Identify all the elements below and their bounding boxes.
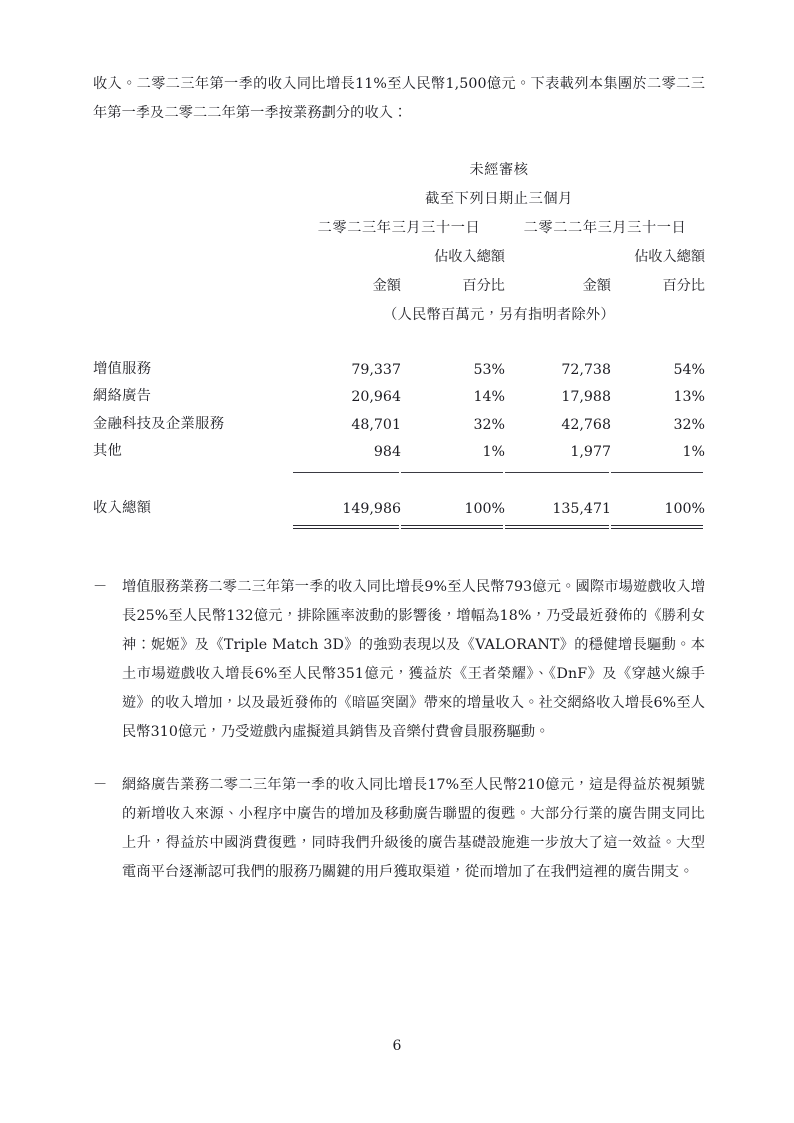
total-amount-2022: 135,471 xyxy=(552,500,611,517)
header-amount-2023: 金額 xyxy=(372,278,401,294)
spacer-cell xyxy=(93,266,293,295)
cell-percent-2022: 13% xyxy=(673,389,706,405)
intro-paragraph: 收入。二零二三年第一季的收入同比增長11%至人民幣1,500億元。下表載列本集團於二零二三年第一季及二零二二年第一季按業務劃分的收入： xyxy=(93,76,705,121)
cell-amount-2022: 17,988 xyxy=(561,389,611,405)
table-unit-note-row xyxy=(93,295,705,324)
table-row xyxy=(93,378,705,406)
table-total-row xyxy=(93,489,705,517)
rule-amount-2022 xyxy=(505,460,611,473)
header-percent-2022: 百分比 xyxy=(662,278,706,294)
cell-amount-2022: 42,768 xyxy=(561,416,611,433)
cell-amount-2023: 48,701 xyxy=(351,416,401,433)
header-percent-2023: 百分比 xyxy=(462,278,505,294)
table-header-unaudited-row xyxy=(93,150,705,179)
spacer-cell xyxy=(93,179,293,208)
double-rule-percent-2022 xyxy=(611,517,705,529)
table-row xyxy=(93,350,705,378)
revenue-by-segment-table xyxy=(93,150,705,529)
double-rule-percent-2023 xyxy=(401,517,505,529)
row-label: 網絡廣告 xyxy=(93,388,152,404)
header-pct-of-total-2022: 佔收入總額 xyxy=(634,249,706,265)
page-content xyxy=(93,70,705,911)
row-label: 金融科技及企業服務 xyxy=(93,415,225,432)
header-body-spacer xyxy=(93,324,705,350)
spacer-cell xyxy=(93,295,293,324)
total-percent-2022: 100% xyxy=(664,500,706,517)
cell-percent-2022: 32% xyxy=(673,416,706,433)
header-pct-of-total-2023: 佔收入總額 xyxy=(434,249,505,265)
rule-total-gap xyxy=(93,473,705,489)
table-row xyxy=(93,405,705,433)
spacer-cell xyxy=(93,150,293,179)
cell-percent-2022: 1% xyxy=(682,444,706,460)
revenue-table-container xyxy=(93,150,705,529)
spacer-cell xyxy=(93,208,293,237)
bullet-item-online-ads xyxy=(93,771,705,887)
bullet-item-vas xyxy=(93,573,705,747)
double-rule-amount-2022 xyxy=(505,517,611,529)
bullet-dash-icon: － xyxy=(93,578,108,595)
rule-percent-2023 xyxy=(401,460,505,473)
cell-amount-2022: 72,738 xyxy=(561,361,611,378)
table-header-pct-of-total-row xyxy=(93,237,705,266)
header-date-2023: 二零二三年三月三十一日 xyxy=(317,220,481,236)
header-amount-2022: 金額 xyxy=(582,278,611,294)
header-unaudited: 未經審核 xyxy=(469,162,529,178)
rule-amount-2023 xyxy=(293,460,401,473)
cell-percent-2022: 54% xyxy=(673,361,706,378)
cell-percent-2023: 32% xyxy=(473,416,505,433)
cell-percent-2023: 53% xyxy=(473,361,505,378)
header-date-2022: 二零二二年三月三十一日 xyxy=(523,220,687,236)
cell-amount-2023: 984 xyxy=(373,444,401,460)
spacer-cell xyxy=(93,473,705,489)
total-label: 收入總額 xyxy=(93,499,152,516)
spacer-cell xyxy=(93,517,293,529)
spacer-cell xyxy=(505,237,611,266)
page-number: 6 xyxy=(392,1038,402,1054)
table-row xyxy=(93,433,705,461)
row-label: 其他 xyxy=(93,443,123,459)
row-label: 增值服務 xyxy=(93,360,152,377)
rule-percent-2022 xyxy=(611,460,705,473)
cell-amount-2023: 79,337 xyxy=(351,361,401,378)
table-header-columns-row xyxy=(93,266,705,295)
spacer-cell xyxy=(93,460,293,473)
bullet-text: 網絡廣告業務二零二三年第一季的收入同比增長17%至人民幣210億元，這是得益於視頻號的新增收入來源、小程序中廣告的增加及移動廣告聯盟的復甦。大部分行業的廣告開支同比上升，得益於中國消費復甦，同時我們升級後的廣告基礎設施進一步放大了這一效益。大型電商平台逐漸認可我們的服務乃關鍵的用戶獲取渠道，從而增加了在我們這裡的廣告開支。 xyxy=(122,776,705,880)
cell-amount-2023: 20,964 xyxy=(351,389,401,405)
spacer-cell xyxy=(293,237,401,266)
table-header-period-row xyxy=(93,179,705,208)
cell-amount-2022: 1,977 xyxy=(570,444,611,460)
spacer-cell xyxy=(93,237,293,266)
table-header-dates-row xyxy=(93,208,705,237)
cell-percent-2023: 1% xyxy=(482,444,505,460)
subtotal-rule-row xyxy=(93,460,705,473)
total-amount-2023: 149,986 xyxy=(342,500,401,517)
bullet-dash-icon: － xyxy=(93,776,108,793)
bullet-text: 增值服務業務二零二三年第一季的收入同比增長9%至人民幣793億元。國際市場遊戲收入增長25%至人民幣132億元，排除匯率波動的影響後，增幅為18%，乃受最近發佈的《勝利女神：妮姬》及《Triple Match 3D》的強勁表現以及《VALORANT》的穩健增長驅動。本土市場遊戲收入增長6%至人民幣351億元，獲益於《王者榮耀》、《DnF》及《穿越火線手遊》的收入增加，以及最近發佈的《暗區突圍》帶來的增量收入。社交網絡收入增長6%至人民幣310億元，乃受遊戲內虛擬道具銷售及音樂付費會員服務驅動。 xyxy=(122,578,705,740)
spacer-cell xyxy=(93,324,705,350)
total-double-rule-row xyxy=(93,517,705,529)
bullet-list xyxy=(93,573,705,887)
total-percent-2023: 100% xyxy=(464,500,505,517)
cell-percent-2023: 14% xyxy=(473,389,505,405)
header-period-label: 截至下列日期止三個月 xyxy=(425,191,573,207)
unit-note: （人民幣百萬元，另有指明者除外） xyxy=(383,307,615,323)
double-rule-amount-2023 xyxy=(293,517,401,529)
